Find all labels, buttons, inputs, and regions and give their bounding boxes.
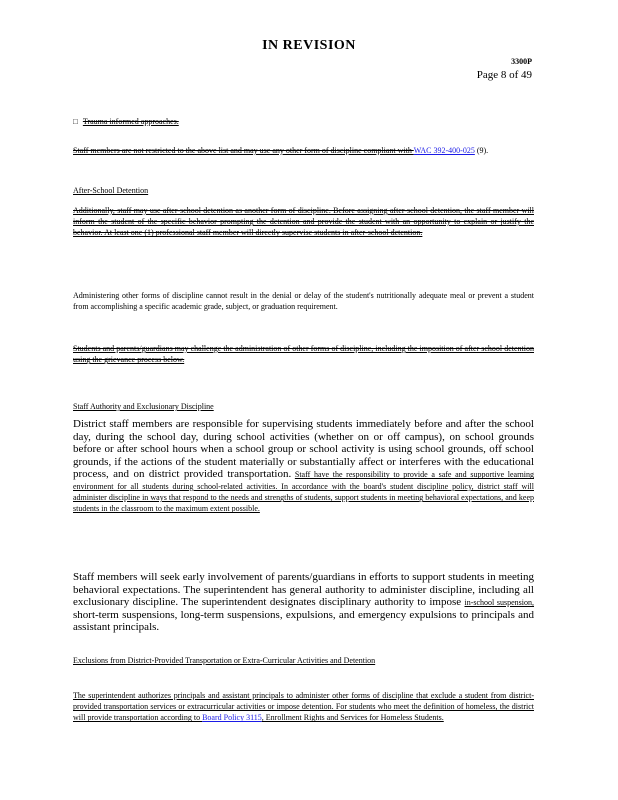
after-school-text: Additionally, staff may use after-school detention as another form of discipline. Before assigning after-school detention, the staff member will inform the student of the specific behavior prompting the detention and provide the student with an opportunity to explain or justify the behavior. At least one (1) professional staff member will directly supervise students in after-school detention.	[73, 206, 534, 238]
administering-paragraph	[73, 290, 534, 312]
bullet-icon: □	[73, 117, 78, 126]
document-number: 3300P	[511, 57, 532, 66]
exclusions-tail: , Enrollment Rights and Services for Homeless Students.	[261, 713, 444, 723]
students-parents-text: Students and parents/guardians may challenge the administration of other forms of discipline, including the imposition of after school detention using the grievance process below.	[73, 344, 534, 365]
staff-authority-text: District staff members are responsible for supervising students immediately before and after the school day, during the school day, during school activities (whether on or off campus), on school grounds before or after school hours when a school group or school activity is using school grounds, off school grounds, if the actions of the student materially or substantially affect or interferes with the educational process, and on district provided transportation.	[73, 418, 534, 481]
page-number: Page 8 of 49	[476, 69, 532, 81]
board-policy-link[interactable]: Board Policy 3115	[202, 713, 262, 723]
page-title: IN REVISION	[262, 38, 356, 53]
exclusions-heading: Exclusions from District-Provided Transportation or Extra-Curricular Activities and Detention	[73, 656, 376, 665]
staff-members-tail: (9).	[474, 146, 489, 155]
exclusions-text: The superintendent authorizes principals and assistant principals to administer other forms of discipline that exclude a student from district-provided transportation services or extracurricular activities or impose detention. For students who meet the definition of homeless, the district will provide transportation according to	[73, 691, 534, 723]
in-school-suspension-text: in-school suspension,	[464, 598, 535, 608]
staff-authority-tail: short-term suspensions, long-term suspensions, expulsions, and emergency expulsions to principals and assistant principals.	[73, 608, 534, 634]
staff-authority-underlined: Staff have the responsibility to provide a safe and supportive learning environment for all students during school-related activities. In accordance with the board's student discipline policy, district staff will administer discipline in ways that respond to the needs and strengths of students, support students in meeting behavioral expectations, and keep students in the classroom to the maximum extent possible.	[73, 470, 534, 514]
staff-members-paragraph	[73, 145, 534, 156]
trauma-item	[73, 116, 534, 127]
after-school-heading: After-School Detention	[73, 186, 149, 195]
exclusions-paragraph	[73, 690, 534, 724]
staff-authority-heading: Staff Authority and Exclusionary Discipline	[73, 402, 214, 411]
staff-authority-paragraph-2	[73, 571, 534, 634]
administering-text: Administering other forms of discipline cannot result in the denial or delay of the student's nutritionally adequate meal or prevent a student from accomplishing a specific academic grade, subject, or graduation requirement.	[73, 291, 534, 312]
wac-link[interactable]: WAC 392-400-025	[413, 146, 475, 155]
staff-authority-text-2: Staff members will seek early involvement of parents/guardians in efforts to support students in meeting behavioral expectations. The superintendent has general authority to administer discipline, including all exclusionary discipline. The superintendent designates disciplinary authority to impose	[73, 571, 534, 609]
staff-authority-paragraph-1	[73, 418, 534, 515]
staff-members-text: Staff members are not restricted to the above list and may use any other form of discipline compliant with	[73, 146, 414, 155]
students-parents-paragraph	[73, 343, 534, 365]
after-school-paragraph	[73, 205, 534, 239]
trauma-text: Trauma informed approaches.	[82, 117, 179, 126]
